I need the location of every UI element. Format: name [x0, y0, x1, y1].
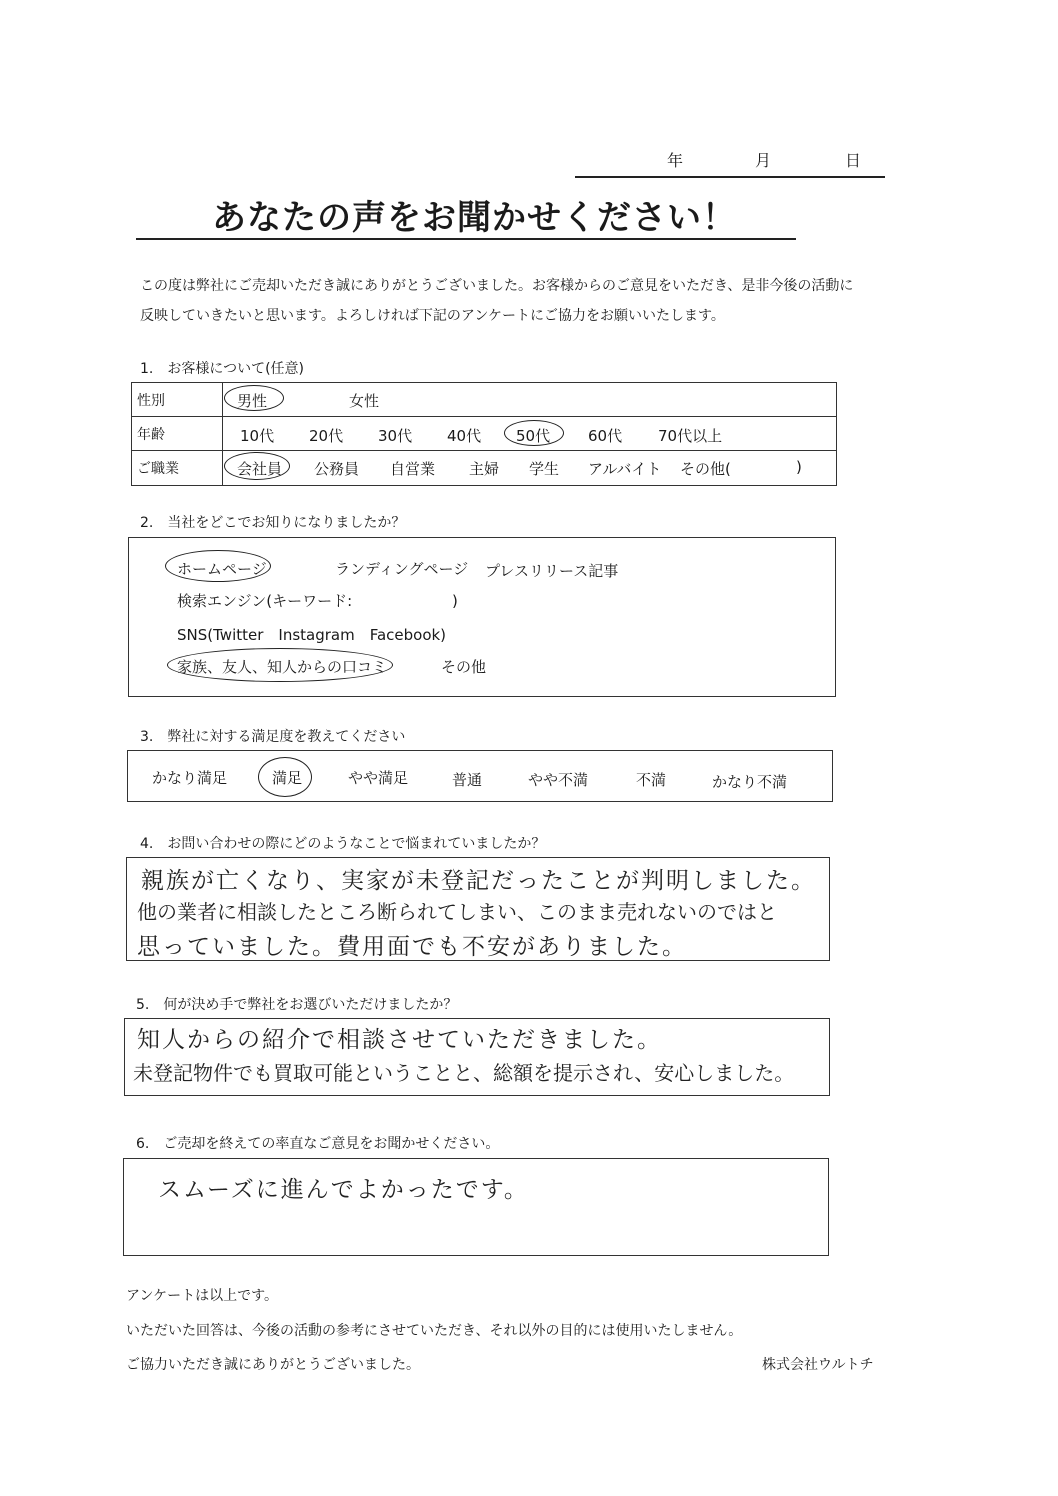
- q6-heading: 6. ご売却を終えての率直なご意見をお聞かせください。: [136, 1136, 500, 1152]
- satisfaction-option[interactable]: やや満足: [348, 769, 409, 787]
- gender-female-option[interactable]: 女性: [349, 392, 380, 410]
- selection-circle: [165, 550, 271, 582]
- source-landing-option[interactable]: ランディングページ: [335, 560, 469, 578]
- selection-circle: [224, 385, 284, 411]
- page-title: あなたの声をお聞かせください！: [212, 198, 737, 238]
- age-option[interactable]: 50代: [516, 427, 551, 445]
- q6-answer-line-1: スムーズに進んでよかったです。: [158, 1177, 529, 1203]
- q2-heading: 2. 当社をどこでお知りになりましたか？: [140, 515, 406, 531]
- q3-heading: 3. 弊社に対する満足度を教えてください: [140, 729, 406, 745]
- satisfaction-option[interactable]: 不満: [636, 771, 667, 789]
- search-close: ): [452, 592, 458, 610]
- age-row: [132, 417, 836, 451]
- q2-box: [128, 537, 836, 697]
- q4-answer-line-2: 他の業者に相談したところ断られてしまい、このまま売れないのではと: [137, 900, 777, 924]
- q1-heading: 1. お客様について(任意): [140, 361, 305, 377]
- date-field[interactable]: [575, 146, 885, 178]
- source-sns-option[interactable]: SNS(Twitter Instagram Facebook): [177, 626, 447, 644]
- gender-label: 性別: [137, 393, 165, 409]
- q1-table: [131, 382, 837, 486]
- job-option[interactable]: 主婦: [469, 460, 500, 478]
- satisfaction-option[interactable]: 満足: [272, 769, 303, 787]
- age-option[interactable]: 30代: [378, 427, 413, 445]
- age-option[interactable]: 20代: [309, 427, 344, 445]
- job-option[interactable]: 会社員: [237, 460, 283, 478]
- job-option[interactable]: 公務員: [314, 460, 360, 478]
- footer-line-3: ご協力いただき誠にありがとうございました。: [126, 1357, 420, 1373]
- q4-answer-line-1: 親族が亡くなり、実家が未登記だったことが判明しました。: [141, 868, 816, 894]
- q5-answer-box[interactable]: [124, 1018, 830, 1096]
- gender-male-option[interactable]: 男性: [237, 392, 268, 410]
- selection-circle: [504, 420, 564, 446]
- footer-line-2: いただいた回答は、今後の活動の参考にさせていただき、それ以外の目的には使用いたしません。: [126, 1323, 743, 1339]
- source-search-option[interactable]: 検索エンジン(キーワード:: [177, 592, 353, 610]
- selection-circle: [167, 648, 393, 682]
- q4-answer-box[interactable]: [126, 857, 830, 961]
- job-label: ご職業: [137, 461, 179, 477]
- footer-line-1: アンケートは以上です。: [126, 1288, 279, 1304]
- selection-circle: [224, 452, 290, 480]
- title-underline: [136, 238, 796, 240]
- satisfaction-option[interactable]: かなり不満: [712, 773, 788, 791]
- age-label: 年齢: [137, 427, 165, 443]
- satisfaction-option[interactable]: やや不満: [528, 771, 589, 789]
- q4-heading: 4. お問い合わせの際にどのようなことで悩まれていましたか？: [140, 836, 546, 852]
- day-label: 日: [845, 151, 862, 170]
- q5-answer-line-1: 知人からの紹介で相談させていただきました。: [137, 1027, 662, 1053]
- job-option[interactable]: 自営業: [390, 460, 436, 478]
- q5-answer-line-2: 未登記物件でも買取可能ということと、総額を提示され、安心しました。: [133, 1061, 795, 1085]
- source-word-option[interactable]: 家族、友人、知人からの口コミ: [177, 658, 388, 676]
- intro-line-1: この度は弊社にご売却いただき誠にありがとうございました。お客様からのご意見をいただき、是非今後の活動に: [140, 278, 854, 294]
- age-option[interactable]: 60代: [588, 427, 623, 445]
- satisfaction-option[interactable]: かなり満足: [152, 769, 228, 787]
- company-name: 株式会社ウルトチ: [762, 1357, 874, 1373]
- age-option[interactable]: 40代: [447, 427, 482, 445]
- gender-row: [132, 383, 836, 417]
- q6-answer-box[interactable]: [123, 1158, 829, 1256]
- job-option[interactable]: 学生: [529, 460, 560, 478]
- q4-answer-line-3: 思っていました。費用面でも不安がありました。: [137, 934, 687, 960]
- satisfaction-option[interactable]: 普通: [452, 771, 483, 789]
- selection-circle: [258, 757, 312, 797]
- job-option[interactable]: その他(: [680, 460, 731, 478]
- job-row: [132, 451, 836, 485]
- year-label: 年: [667, 151, 684, 170]
- source-other-option[interactable]: その他: [441, 658, 487, 676]
- month-label: 月: [755, 151, 772, 170]
- job-option[interactable]: アルバイト: [588, 460, 662, 478]
- q3-box: [127, 750, 833, 802]
- age-option[interactable]: 10代: [240, 427, 275, 445]
- job-other-close: ): [796, 458, 802, 476]
- age-option[interactable]: 70代以上: [658, 427, 723, 445]
- q5-heading: 5. 何が決め手で弊社をお選びいただけましたか？: [136, 997, 458, 1013]
- source-press-option[interactable]: プレスリリース記事: [485, 562, 619, 580]
- source-homepage-option[interactable]: ホームページ: [177, 560, 267, 578]
- intro-line-2: 反映していきたいと思います。よろしければ下記のアンケートにご協力をお願いいたします。: [140, 308, 725, 324]
